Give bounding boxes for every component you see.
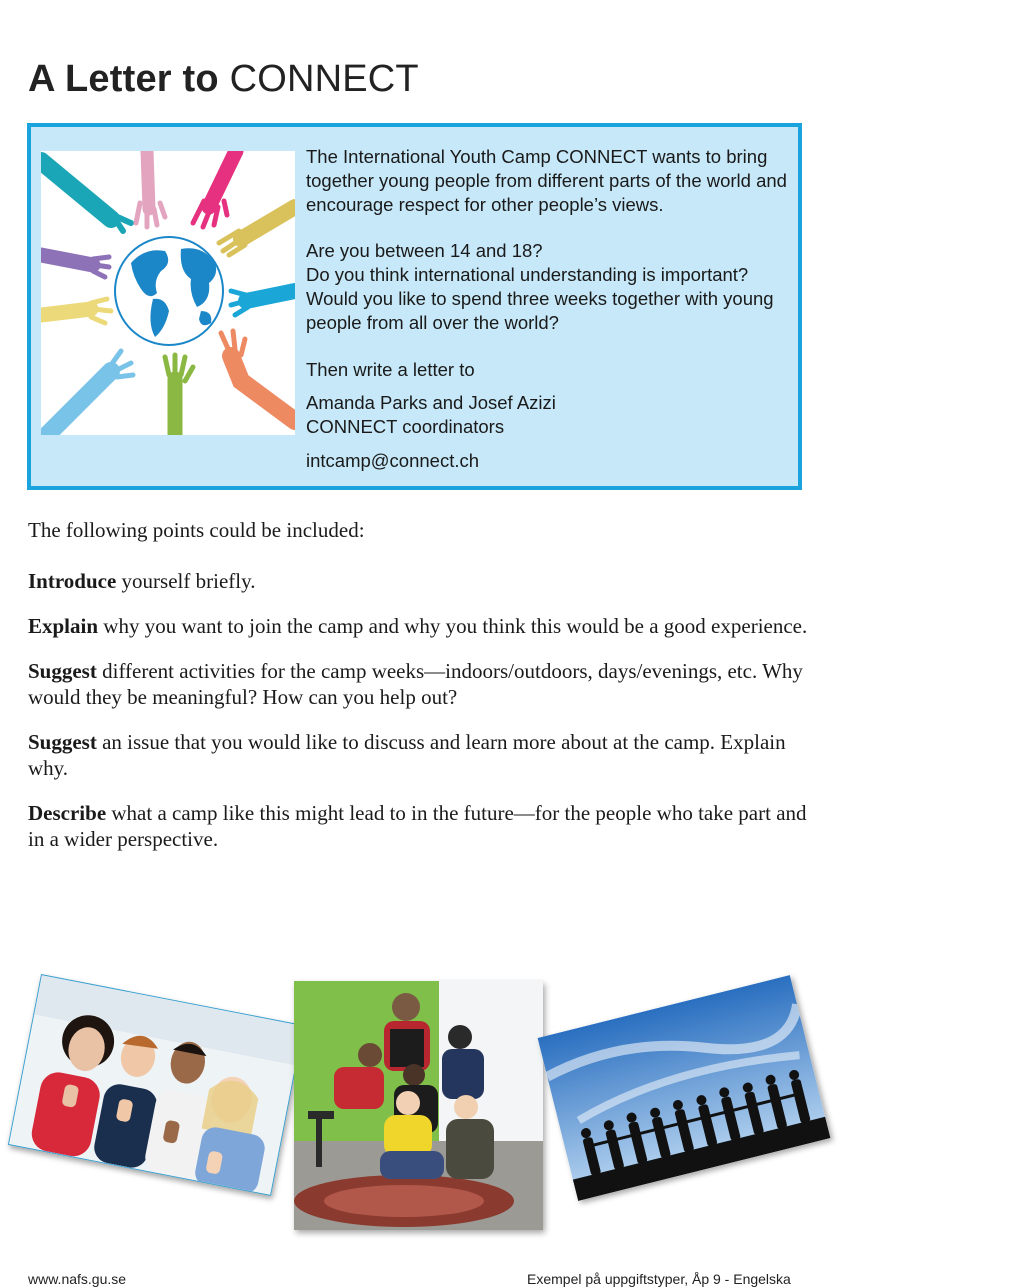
point-item bbox=[28, 658, 808, 710]
silhouettes-holding-hands-photo bbox=[538, 975, 831, 1201]
points-intro: The following points could be included: bbox=[28, 518, 365, 542]
teens-thumbs-up-photo bbox=[8, 974, 304, 1196]
camp-info-text bbox=[306, 145, 791, 473]
point-verb: Explain bbox=[28, 614, 99, 638]
footer-right: Exempel på uppgiftstyper, Åp 9 - Engelska bbox=[527, 1271, 791, 1287]
point-text: why you want to join the camp and why you think this would be a good experience. bbox=[103, 614, 808, 638]
call-to-action: Then write a letter to bbox=[306, 358, 475, 380]
contact-names: Amanda Parks and Josef Azizi bbox=[306, 392, 556, 414]
point-text: yourself briefly. bbox=[121, 569, 256, 593]
camp-description: The International Youth Camp CONNECT wants to bring together young people from different parts of the world and encourage respect for other people’s views. bbox=[306, 146, 787, 215]
question-understanding: Do you think international understanding is important? bbox=[306, 264, 749, 286]
group-sitting-photo bbox=[294, 981, 543, 1230]
contact-email: intcamp@connect.ch bbox=[306, 449, 480, 471]
point-text: an issue that you would like to discuss and learn more about at the camp. Explain why. bbox=[28, 730, 786, 780]
point-item bbox=[28, 800, 808, 852]
point-verb: Suggest bbox=[28, 659, 97, 683]
contact-role: CONNECT coordinators bbox=[306, 416, 505, 438]
point-text: what a camp like this might lead to in the future—for the people who take part and in a wider perspective. bbox=[28, 801, 807, 851]
globe-hands-illustration bbox=[41, 151, 295, 435]
point-item bbox=[28, 729, 808, 781]
point-item bbox=[28, 568, 808, 594]
point-item bbox=[28, 613, 808, 639]
point-text: different activities for the camp weeks—indoors/outdoors, days/evenings, etc. Why would they be meaningful? How can you help out? bbox=[28, 659, 803, 709]
letter-points bbox=[28, 517, 808, 871]
camp-info-box bbox=[27, 123, 802, 490]
footer-left: www.nafs.gu.se bbox=[28, 1271, 127, 1287]
question-age: Are you between 14 and 18? bbox=[306, 240, 543, 262]
page-title bbox=[28, 56, 419, 102]
point-verb: Introduce bbox=[28, 569, 117, 593]
point-verb: Describe bbox=[28, 801, 107, 825]
question-three-weeks: Would you like to spend three weeks together with young people from all over the world? bbox=[306, 287, 774, 333]
page-title-bold: A Letter to bbox=[28, 58, 219, 100]
page-title-normal: CONNECT bbox=[229, 58, 419, 100]
point-verb: Suggest bbox=[28, 730, 97, 754]
